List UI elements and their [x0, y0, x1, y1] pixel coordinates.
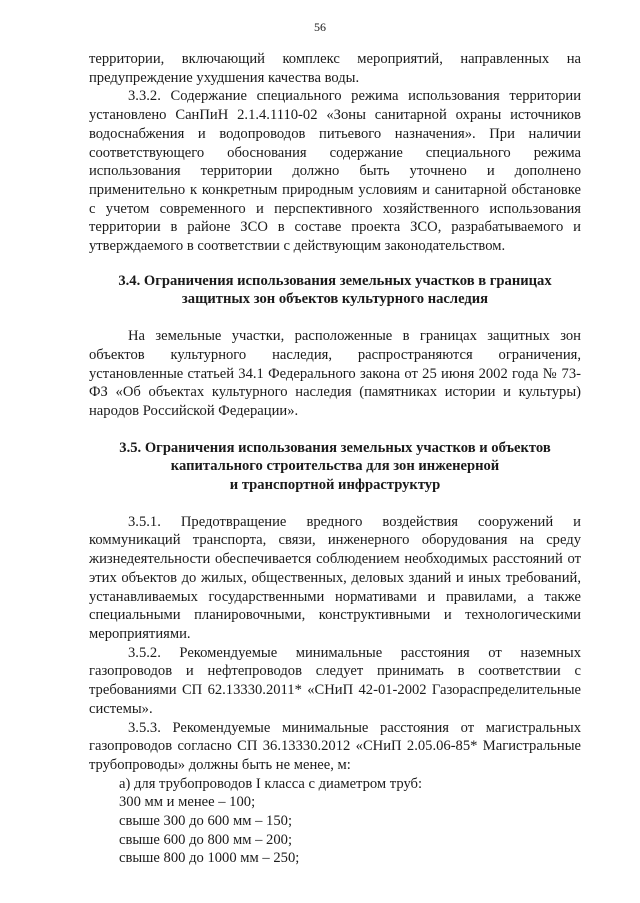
list-item: свыше 300 до 600 мм – 150; [119, 813, 292, 830]
paragraph-3-4: На земельные участки, расположенные в границах защитных зон объектов культурного наследия, распространяются ограничения, установленные статьей 34.1 Федерального закона от 25 июня 2002 года № 73-ФЗ «Об объектах культурного наследия (памятниках истории и культуры) народов Российской Федерации». [89, 328, 581, 419]
paragraph-3-5-1: 3.5.1. Предотвращение вредного воздействия сооружений и коммуникаций транспорта, связи, инженерного оборудования на среду жизнедеятельности обеспечивается соблюдением необходимых расстояний от этих объектов до жилых, общественных, деловых зданий и иных требований, устанавливаемых государственными нормативами и правилами, а также специальными планировочными, конструктивными и технологическими мероприятиями. [89, 513, 581, 642]
heading-line: защитных зон объектов культурного наследия [181, 291, 489, 308]
list-item: 300 мм и менее – 100; [119, 794, 256, 811]
spacer [89, 421, 581, 439]
list-item: свыше 800 до 1000 мм – 250; [119, 850, 300, 867]
spacer [89, 256, 581, 272]
section-heading-3-5 [89, 439, 581, 495]
paragraph-3-3-2: 3.3.2. Содержание специального режима использования территории установлено СанПиН 2.1.4.1110-02 «Зоны санитарной охраны источников водоснабжения и водопроводов питьевого назначения». При наличии соответствующего обоснования содержание специального режима использования территории должно быть уточнено и дополнено применительно к конкретным природным условиям и санитарной обстановке с учетом современного и перспективного хозяйственного использования территории в районе ЗСО в составе проекта ЗСО, разрабатываемого и утверждаемого в соответствии с действующим законодательством. [89, 88, 581, 255]
document-body [89, 50, 581, 868]
distance-list [89, 775, 581, 869]
paragraph-3-5-2: 3.5.2. Рекомендуемые минимальные расстояния от наземных газопроводов и нефтепроводов следует принимать в соответствии с требованиями СП 62.13330.2011* «СНиП 42-01-2002 Газораспределительные системы». [89, 644, 581, 717]
heading-line: и транспортной инфраструктур [229, 477, 441, 494]
heading-line: 3.4. Ограничения использования земельных участков в границах [118, 272, 552, 289]
list-item: свыше 600 до 800 мм – 200; [119, 831, 292, 848]
heading-line: капитального строительства для зон инженерной [170, 458, 500, 475]
spacer [89, 495, 581, 513]
page-number: 56 [314, 20, 326, 34]
paragraph-3-5-3: 3.5.3. Рекомендуемые минимальные расстояния от магистральных газопроводов согласно СП 36.13330.2012 «СНиП 2.05.06-85* Магистральные трубопроводы» должны быть не менее, м: [89, 719, 581, 773]
list-item: а) для трубопроводов I класса с диаметром труб: [119, 775, 423, 792]
paragraph-continuation: территории, включающий комплекс мероприятий, направленных на предупреждение ухудшения качества воды. [89, 51, 581, 86]
spacer [89, 309, 581, 327]
heading-line: 3.5. Ограничения использования земельных участков и объектов [119, 439, 551, 456]
section-heading-3-4 [89, 272, 581, 309]
